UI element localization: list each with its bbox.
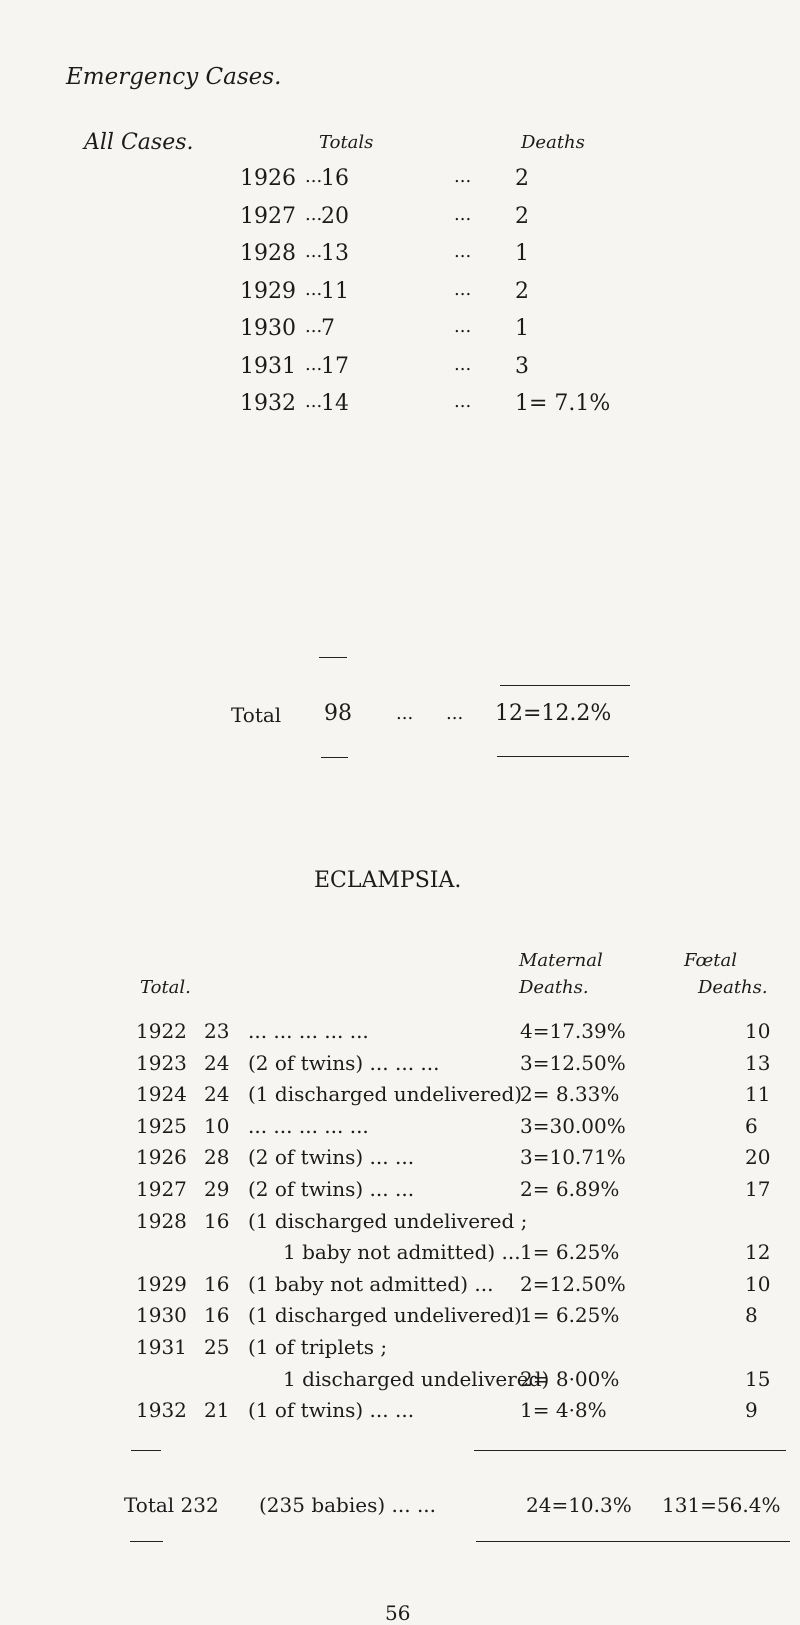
eclampsia-note: (2 of twins) ... ...: [248, 1145, 415, 1169]
section-title: Emergency Cases.: [66, 64, 282, 90]
leader-dots: ...: [305, 241, 323, 262]
leader-dots: ...: [396, 703, 414, 724]
col-header-totals: Totals: [319, 132, 374, 153]
leader-dots: ...: [305, 166, 323, 187]
row-year: 1931: [240, 354, 296, 379]
row-total: 7: [321, 316, 335, 341]
row-deaths: 1= 7.1%: [515, 391, 611, 416]
eclampsia-maternal: 2= 8·00%: [520, 1367, 620, 1391]
leader-dots: ...: [454, 241, 472, 262]
eclampsia-foetal: 12: [745, 1240, 771, 1264]
eclampsia-count: 29: [204, 1177, 230, 1201]
eclampsia-foetal: 20: [745, 1145, 771, 1169]
divider: [130, 1541, 163, 1542]
eclampsia-foetal: 10: [745, 1019, 771, 1043]
eclampsia-year: 1922: [136, 1019, 187, 1043]
eclampsia-foetal: 17: [745, 1177, 771, 1201]
row-deaths: 3: [515, 354, 529, 379]
row-year: 1928: [240, 241, 296, 266]
row-deaths: 1: [515, 241, 529, 266]
row-total: 16: [321, 166, 349, 191]
eclampsia-maternal: 2= 6.89%: [520, 1177, 620, 1201]
leader-dots: ...: [305, 316, 323, 337]
row-deaths: 2: [515, 204, 529, 229]
row-deaths: 2: [515, 166, 529, 191]
row-total: 14: [321, 391, 349, 416]
eclampsia-note: (1 baby not admitted) ...: [248, 1272, 494, 1296]
eclampsia-maternal: 1= 6.25%: [520, 1240, 620, 1264]
eclampsia-year: 1929: [136, 1272, 187, 1296]
col-header-foetal-deaths: Deaths.: [698, 977, 768, 998]
eclampsia-year: 1930: [136, 1303, 187, 1327]
eclampsia-count: 28: [204, 1145, 230, 1169]
eclampsia-year: 1924: [136, 1082, 187, 1106]
leader-dots: ...: [446, 703, 464, 724]
row-total: 13: [321, 241, 349, 266]
eclampsia-note: (1 discharged undelivered): [248, 1082, 523, 1106]
eclampsia-note: (1 discharged undelivered): [248, 1303, 523, 1327]
eclampsia-note: ... ... ... ... ...: [248, 1019, 369, 1043]
eclampsia-count: 25: [204, 1335, 230, 1359]
eclampsia-total-note: (235 babies) ... ...: [259, 1493, 437, 1517]
col-header-maternal: Maternal: [519, 950, 603, 971]
eclampsia-maternal: 1= 4·8%: [520, 1398, 607, 1422]
eclampsia-foetal: 11: [745, 1082, 771, 1106]
eclampsia-count: 24: [204, 1051, 230, 1075]
col-header-deaths: Deaths: [521, 132, 585, 153]
eclampsia-year: 1932: [136, 1398, 187, 1422]
row-year: 1932: [240, 391, 296, 416]
eclampsia-year: 1931: [136, 1335, 187, 1359]
col-header-foetal: Fœtal: [684, 950, 738, 971]
row-year: 1927: [240, 204, 296, 229]
leader-dots: ...: [454, 354, 472, 375]
section-title: ECLAMPSIA.: [314, 868, 462, 893]
eclampsia-note: ... ... ... ... ...: [248, 1114, 369, 1138]
eclampsia-note: 1 discharged undelivered): [283, 1367, 550, 1391]
eclampsia-foetal: 13: [745, 1051, 771, 1075]
eclampsia-maternal: 4=17.39%: [520, 1019, 626, 1043]
eclampsia-foetal: 6: [745, 1114, 758, 1138]
eclampsia-total-foetal: 131=56.4%: [662, 1493, 781, 1517]
eclampsia-count: 16: [204, 1272, 230, 1296]
leader-dots: ...: [454, 204, 472, 225]
leader-dots: ...: [305, 354, 323, 375]
eclampsia-count: 23: [204, 1019, 230, 1043]
eclampsia-foetal: 9: [745, 1398, 758, 1422]
eclampsia-year: 1926: [136, 1145, 187, 1169]
divider: [321, 757, 348, 758]
divider: [474, 1450, 786, 1451]
eclampsia-year: 1927: [136, 1177, 187, 1201]
eclampsia-count: 24: [204, 1082, 230, 1106]
total-label: Total: [231, 703, 282, 727]
eclampsia-total-maternal: 24=10.3%: [526, 1493, 632, 1517]
eclampsia-note: (1 of twins) ... ...: [248, 1398, 415, 1422]
divider: [131, 1450, 161, 1451]
divider: [319, 657, 347, 658]
eclampsia-note: (2 of twins) ... ... ...: [248, 1051, 440, 1075]
eclampsia-note: (1 discharged undelivered ;: [248, 1209, 528, 1233]
eclampsia-maternal: 2= 8.33%: [520, 1082, 620, 1106]
leader-dots: ...: [454, 279, 472, 300]
leader-dots: ...: [305, 279, 323, 300]
row-year: 1926: [240, 166, 296, 191]
eclampsia-foetal: 15: [745, 1367, 771, 1391]
row-total: 20: [321, 204, 349, 229]
col-header-maternal-deaths: Deaths.: [519, 977, 589, 998]
eclampsia-count: 10: [204, 1114, 230, 1138]
eclampsia-year: 1928: [136, 1209, 187, 1233]
leader-dots: ...: [305, 391, 323, 412]
eclampsia-count: 21: [204, 1398, 230, 1422]
leader-dots: ...: [454, 166, 472, 187]
leader-dots: ...: [454, 391, 472, 412]
leader-dots: ...: [305, 204, 323, 225]
eclampsia-count: 16: [204, 1209, 230, 1233]
row-total: 11: [321, 279, 349, 304]
eclampsia-year: 1925: [136, 1114, 187, 1138]
eclampsia-total-label: Total 232: [124, 1493, 219, 1517]
row-year: 1930: [240, 316, 296, 341]
eclampsia-note: (1 of triplets ;: [248, 1335, 388, 1359]
leader-dots: ...: [454, 316, 472, 337]
row-deaths: 2: [515, 279, 529, 304]
eclampsia-maternal: 2=12.50%: [520, 1272, 626, 1296]
eclampsia-count: 16: [204, 1303, 230, 1327]
eclampsia-note: (2 of twins) ... ...: [248, 1177, 415, 1201]
total-value: 98: [324, 701, 352, 726]
eclampsia-maternal: 1= 6.25%: [520, 1303, 620, 1327]
divider: [500, 685, 630, 686]
row-year: 1929: [240, 279, 296, 304]
page-number: 56: [385, 1601, 411, 1625]
eclampsia-maternal: 3=30.00%: [520, 1114, 626, 1138]
row-deaths: 1: [515, 316, 529, 341]
divider: [497, 756, 629, 757]
divider: [476, 1541, 790, 1542]
eclampsia-year: 1923: [136, 1051, 187, 1075]
eclampsia-maternal: 3=12.50%: [520, 1051, 626, 1075]
row-total: 17: [321, 354, 349, 379]
subtitle-all-cases: All Cases.: [84, 130, 194, 155]
eclampsia-foetal: 8: [745, 1303, 758, 1327]
total-deaths: 12=12.2%: [495, 701, 612, 726]
eclampsia-maternal: 3=10.71%: [520, 1145, 626, 1169]
eclampsia-foetal: 10: [745, 1272, 771, 1296]
eclampsia-note: 1 baby not admitted) ...: [283, 1240, 521, 1264]
col-header-total: Total.: [140, 977, 191, 998]
